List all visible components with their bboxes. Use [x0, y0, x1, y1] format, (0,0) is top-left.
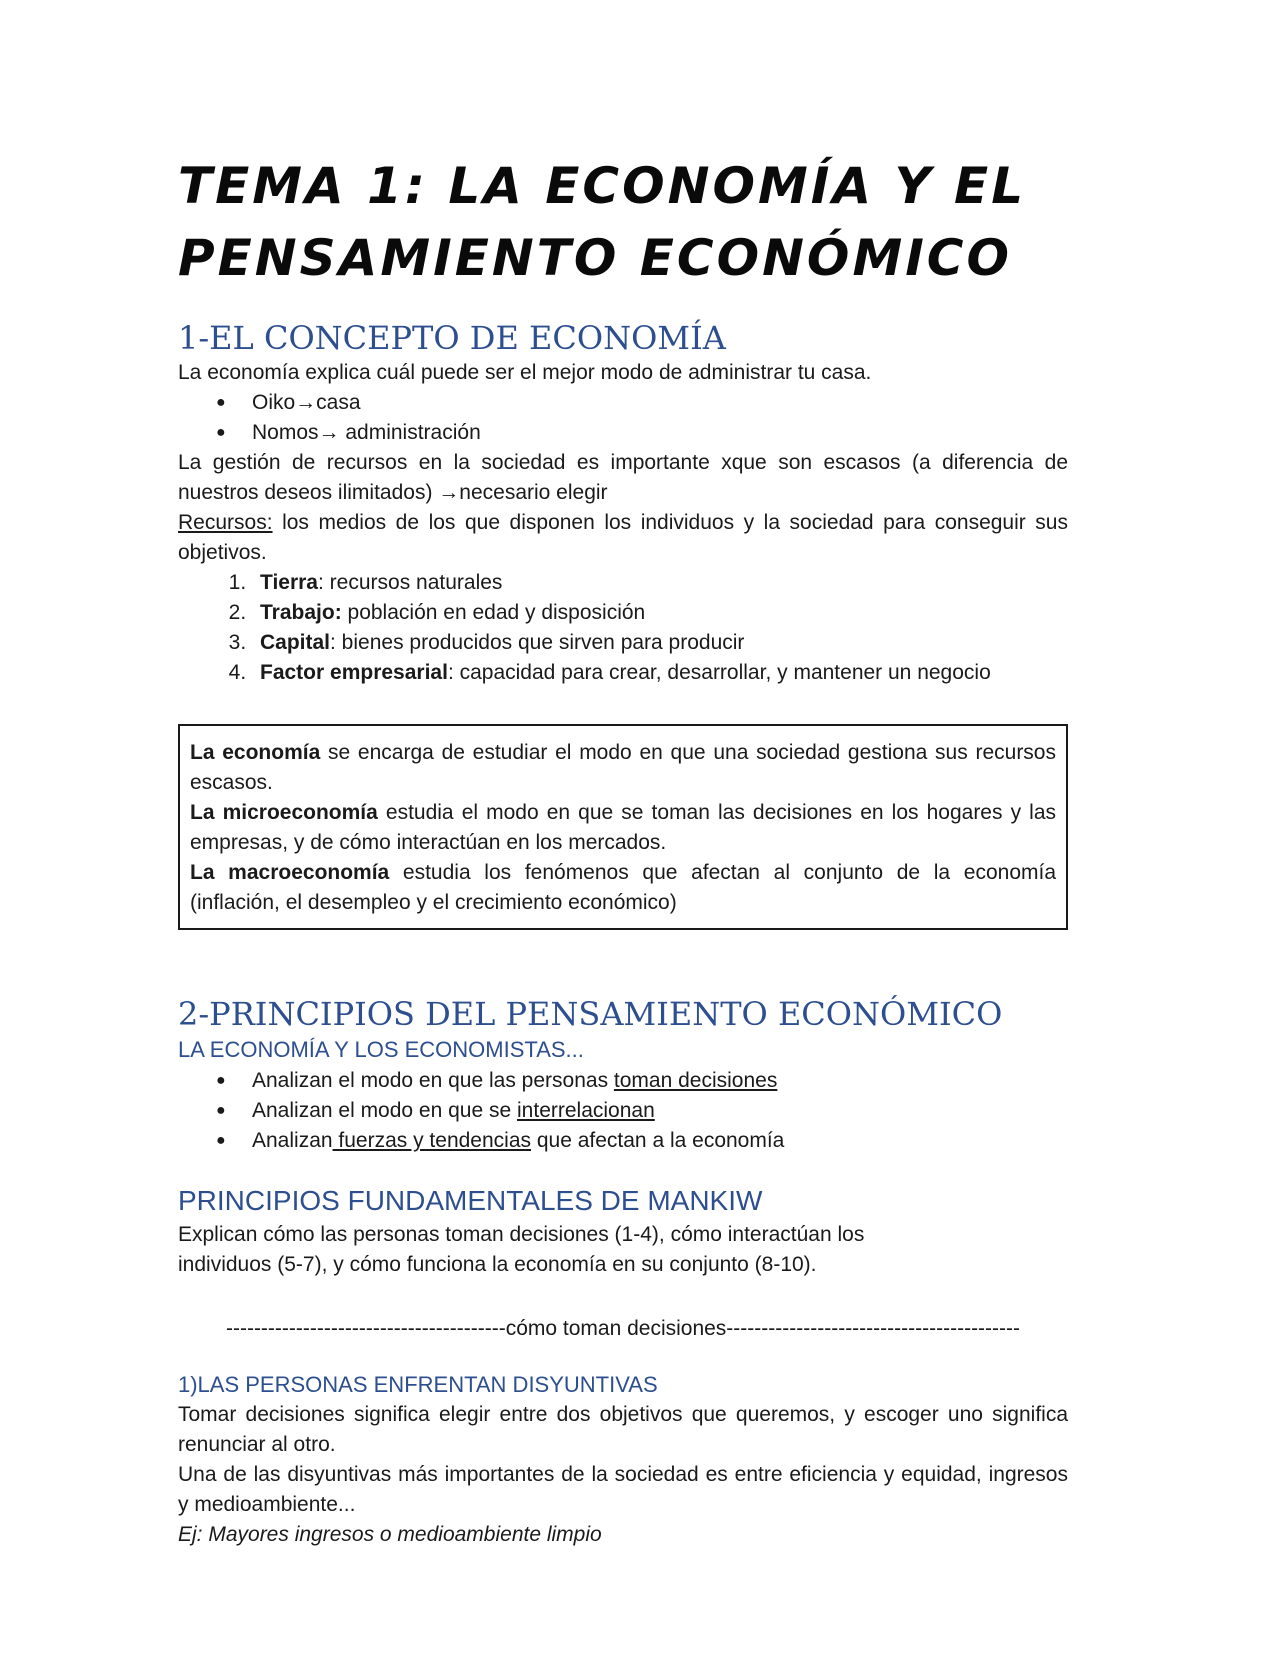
- list-item: ● Nomos→ administración: [252, 418, 1068, 448]
- resources-label: Recursos:: [178, 511, 273, 534]
- list-item: [252, 1126, 1068, 1156]
- definition-term: La macroeconomía: [190, 861, 390, 884]
- text: que afectan a la economía: [531, 1129, 785, 1152]
- list-item: [252, 1096, 1068, 1126]
- definition-text: se encarga de estudiar el modo en que una sociedad gestiona sus recursos escasos.: [190, 741, 1056, 794]
- underlined-text: interrelacionan: [517, 1099, 655, 1122]
- underlined-text: toman decisiones: [613, 1069, 778, 1092]
- economists-subheading: LA ECONOMÍA Y LOS ECONOMISTAS...: [178, 1037, 584, 1062]
- list-item: ● Oiko→casa: [252, 388, 1068, 418]
- economists-list: [178, 1066, 1068, 1156]
- title-line-2: PENSAMIENTO ECONÓMICO: [178, 229, 1012, 287]
- factor-desc: : bienes producidos que sirven para producir: [330, 631, 745, 654]
- definition-text: estudia el modo en que se toman las decisiones en los hogares y las empresas, y de cómo interactúan en los mercados.: [190, 801, 1056, 854]
- resources-text: los medios de los que disponen los individuos y la sociedad para conseguir sus objetivos.: [178, 511, 1068, 564]
- definition-microeconomy: [190, 798, 1056, 858]
- list-item: [252, 568, 1068, 598]
- factor-desc: : recursos naturales: [318, 571, 503, 594]
- factor-term: Capital: [260, 631, 331, 654]
- principle-1-paragraph-1: Tomar decisiones significa elegir entre dos objetivos que queremos, y escoger uno significa renunciar al otro.: [178, 1403, 1068, 1456]
- factor-desc: población en edad y disposición: [341, 601, 646, 624]
- section-1-intro: La economía explica cuál puede ser el mejor modo de administrar tu casa.: [178, 361, 872, 384]
- factor-term: Tierra: [260, 571, 318, 594]
- underlined-text: fuerzas y tendencias: [332, 1129, 532, 1152]
- definition-term: La economía: [190, 741, 321, 764]
- principle-1-paragraph-2: Una de las disyuntivas más importantes de la sociedad es entre eficiencia y equidad, ingresos y medioambiente...: [178, 1463, 1068, 1516]
- mankiw-text: Explican cómo las personas toman decisiones (1-4), cómo interactúan los individuos (5-7), y cómo funciona la economía en su conjunto (8-10).: [178, 1223, 865, 1276]
- section-2-heading: 2-PRINCIPIOS DEL PENSAMIENTO ECONÓMICO: [178, 995, 1003, 1033]
- factor-desc: : capacidad para crear, desarrollar, y mantener un negocio: [447, 661, 991, 684]
- factors-list: [178, 568, 1068, 688]
- text: Analizan: [252, 1129, 333, 1152]
- document-title: [178, 150, 1068, 294]
- factor-term: Trabajo:: [260, 601, 342, 624]
- principle-1-example: Ej: Mayores ingresos o medioambiente limpio: [178, 1523, 602, 1546]
- definition-macroeconomy: [190, 858, 1056, 918]
- principle-1-heading: 1)LAS PERSONAS ENFRENTAN DISYUNTIVAS: [178, 1372, 658, 1397]
- etymology-list: [178, 388, 1068, 448]
- factor-term: Factor empresarial: [260, 661, 448, 684]
- mankiw-heading: PRINCIPIOS FUNDAMENTALES DE MANKIW: [178, 1185, 763, 1216]
- list-item: [252, 658, 1068, 688]
- document-page: [178, 150, 1068, 1550]
- decisions-divider: ----------------------------------------cómo toman decisiones------------------------------------------: [225, 1317, 1021, 1340]
- definitions-box: [178, 724, 1068, 930]
- list-item: [252, 1066, 1068, 1096]
- text: Analizan el modo en que las personas: [252, 1069, 614, 1092]
- list-item: [252, 598, 1068, 628]
- section-1-heading: 1-EL CONCEPTO DE ECONOMÍA: [178, 319, 726, 357]
- list-item: [252, 628, 1068, 658]
- title-line-1: TEMA 1: LA ECONOMÍA Y EL: [178, 157, 1027, 215]
- resources-definition: [178, 508, 1068, 568]
- definition-term: La microeconomía: [190, 801, 378, 824]
- resources-paragraph: La gestión de recursos en la sociedad es importante xque son escasos (a diferencia de nuestros deseos ilimitados) →necesario elegir: [178, 451, 1068, 504]
- definition-text: estudia los fenómenos que afectan al conjunto de la economía (inflación, el desempleo y el crecimiento económico): [190, 861, 1057, 914]
- text: Analizan el modo en que se: [252, 1099, 518, 1122]
- definition-economy: [190, 738, 1056, 798]
